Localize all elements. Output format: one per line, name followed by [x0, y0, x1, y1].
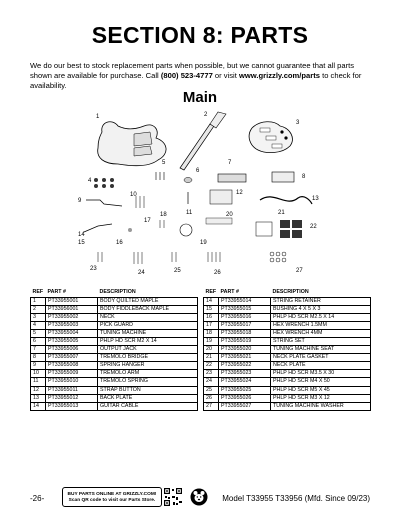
ref-cell: 10 — [31, 370, 46, 378]
table-row — [31, 394, 371, 402]
description-cell: TREMOLO SPRING — [98, 378, 198, 386]
callout-24: 24 — [138, 270, 145, 276]
callout-14: 14 — [78, 232, 85, 238]
table-row — [31, 329, 371, 337]
description-cell: PHLP HD SCR M3 X 12 — [271, 394, 371, 402]
guitar-body-illustration — [98, 122, 166, 166]
header-ref: REF — [31, 289, 46, 297]
washers-illustration — [270, 252, 286, 262]
parts-diagram-svg — [60, 104, 340, 280]
promo-line-1: BUY PARTS ONLINE AT GRIZZLY.COM! — [67, 492, 157, 497]
description-cell: TREMOLO BRIDGE — [98, 354, 198, 362]
table-row — [31, 297, 371, 305]
description-cell: STRING RETAINER — [271, 297, 371, 305]
parts-table-header — [31, 289, 371, 297]
part-number-cell: PT33955015 — [219, 305, 271, 313]
page-number: -26- — [30, 494, 45, 503]
intro-text-3: to check for availability. — [30, 71, 362, 90]
part-number-cell: PT33955026 — [219, 394, 271, 402]
header-description: DESCRIPTION — [271, 289, 371, 297]
ref-cell: 12 — [31, 386, 46, 394]
ref-cell: 5 — [31, 329, 46, 337]
description-cell: SPRING HANGER — [98, 362, 198, 370]
part-number-cell: PT33955001 — [46, 297, 98, 305]
pick-guard-illustration — [249, 122, 292, 153]
ref-cell: 20 — [204, 346, 219, 354]
ref-cell: 14 — [204, 297, 219, 305]
description-cell: HEX WRENCH 4MM — [271, 329, 371, 337]
part-number-cell: PT33955005 — [46, 337, 98, 345]
back-plate-illustration — [210, 190, 232, 204]
callout-6: 6 — [196, 168, 200, 174]
qr-code-icon[interactable] — [163, 487, 183, 507]
callout-18: 18 — [160, 212, 167, 218]
bear-logo-icon — [190, 488, 208, 506]
description-cell: BODY FIDDLEBACK MAPLE — [98, 305, 198, 313]
intro-text-2: or visit — [212, 71, 239, 80]
ref-cell: 13 — [31, 394, 46, 402]
table-row — [31, 354, 371, 362]
part-number-cell: PT33955013 — [46, 402, 98, 410]
part-number-cell: PT33955018 — [219, 329, 271, 337]
ref-cell: 19 — [204, 337, 219, 345]
parts-url-link[interactable]: www.grizzly.com/parts — [238, 71, 320, 80]
part-number-cell: PT33955002 — [46, 313, 98, 321]
ref-cell: 16 — [204, 313, 219, 321]
description-cell: OUTPUT JACK — [98, 346, 198, 354]
screws-5-illustration — [156, 172, 164, 180]
tuning-seat-illustration — [206, 218, 232, 224]
tremolo-springs-illustration — [136, 196, 144, 208]
table-row — [31, 362, 371, 370]
description-cell: NECK PLATE — [271, 362, 371, 370]
part-number-cell: PT33955004 — [46, 329, 98, 337]
description-cell: TREMOLO ARM — [98, 370, 198, 378]
header-part: PART # — [46, 289, 98, 297]
description-cell: BODY QUILTED MAPLE — [98, 297, 198, 305]
ref-cell: 3 — [31, 313, 46, 321]
ref-cell: 7 — [31, 346, 46, 354]
ref-cell: 23 — [204, 370, 219, 378]
description-cell: NECK PLATE GASKET — [271, 354, 371, 362]
callout-4: 4 — [88, 178, 92, 184]
ref-cell: 17 — [204, 321, 219, 329]
callout-25: 25 — [174, 268, 181, 274]
hex-wrench-illustration — [84, 224, 112, 232]
callout-21: 21 — [278, 210, 285, 216]
table-row — [31, 402, 371, 410]
table-row — [31, 346, 371, 354]
callout-12: 12 — [236, 190, 243, 196]
ref-cell: 6 — [31, 337, 46, 345]
callout-13: 13 — [312, 196, 319, 202]
part-number-cell: PT33956001 — [46, 305, 98, 313]
intro-text-1: We do our best to stock replacement parts when possible, but we cannot guarantee that all parts shown are available for purchase. Call — [30, 61, 355, 80]
part-number-cell: PT33955025 — [219, 386, 271, 394]
callout-5: 5 — [162, 160, 166, 166]
string-set-illustration — [180, 224, 192, 236]
ref-cell: 27 — [204, 402, 219, 410]
ref-cell: 24 — [204, 378, 219, 386]
output-jack-illustration — [184, 178, 192, 183]
description-cell: PICK GUARD — [98, 321, 198, 329]
ref-cell: 15 — [204, 305, 219, 313]
bushing-illustration — [128, 228, 132, 232]
part-number-cell: PT33955020 — [219, 346, 271, 354]
page-title: SECTION 8: PARTS — [91, 22, 309, 48]
ref-cell: 8 — [31, 354, 46, 362]
header-ref: REF — [204, 289, 219, 297]
callout-26: 26 — [214, 270, 221, 276]
description-cell: STRING SET — [271, 337, 371, 345]
parts-table — [30, 289, 371, 411]
table-row — [31, 321, 371, 329]
ref-cell: 4 — [31, 321, 46, 329]
table-row — [31, 386, 371, 394]
part-number-cell: PT33955012 — [46, 394, 98, 402]
callout-20: 20 — [226, 212, 233, 218]
ref-cell: 11 — [31, 378, 46, 386]
part-number-cell: PT33955014 — [219, 297, 271, 305]
description-cell: PHLP HD SCR M2 X 14 — [98, 337, 198, 345]
tremolo-arm-illustration — [86, 200, 122, 206]
neck-plates-illustration — [280, 220, 302, 238]
guitar-neck-illustration — [180, 112, 226, 170]
part-number-cell: PT33955023 — [219, 370, 271, 378]
part-number-cell: PT33955006 — [46, 346, 98, 354]
tuning-machines-illustration — [94, 178, 114, 188]
part-number-cell: PT33955011 — [46, 386, 98, 394]
callout-10: 10 — [130, 192, 137, 198]
callout-15: 15 — [78, 240, 85, 246]
header-part: PART # — [219, 289, 271, 297]
description-cell: PHLP HD SCR M2.5 X 14 — [271, 313, 371, 321]
callout-19: 19 — [200, 240, 207, 246]
description-cell: GUITAR CABLE — [98, 402, 198, 410]
description-cell: PHLP HD SCR M3.5 X 30 — [271, 370, 371, 378]
part-number-cell: PT33955003 — [46, 321, 98, 329]
tremolo-bridge-illustration — [218, 174, 246, 182]
callout-23: 23 — [90, 266, 97, 272]
ref-cell: 22 — [204, 362, 219, 370]
table-row — [31, 305, 371, 313]
description-cell: PHLP HD SCR M4 X 50 — [271, 378, 371, 386]
ref-cell: 21 — [204, 354, 219, 362]
ref-cell: 25 — [204, 386, 219, 394]
description-cell: BACK PLATE — [98, 394, 198, 402]
part-number-cell: PT33955017 — [219, 321, 271, 329]
description-cell: PHLP HD SCR M5 X 45 — [271, 386, 371, 394]
table-row — [31, 313, 371, 321]
header-description: DESCRIPTION — [98, 289, 198, 297]
intro-paragraph — [30, 61, 370, 91]
part-number-cell: PT33955019 — [219, 337, 271, 345]
screws-17-18-illustration — [160, 220, 164, 228]
callout-27: 27 — [296, 268, 303, 274]
table-row — [31, 370, 371, 378]
screws-row-illustration — [98, 252, 220, 264]
promo-line-2: Scan QR code to visit our Parts Store. — [68, 498, 156, 503]
callout-1: 1 — [96, 114, 100, 120]
part-number-cell: PT33955021 — [219, 354, 271, 362]
section-heading: Main — [182, 89, 218, 106]
callout-2: 2 — [204, 112, 208, 118]
guitar-cable-illustration — [260, 197, 312, 204]
part-number-cell: PT33955016 — [219, 313, 271, 321]
description-cell: TUNING MACHINE — [98, 329, 198, 337]
part-number-cell: PT33955024 — [219, 378, 271, 386]
ref-cell: 1 — [31, 297, 46, 305]
part-number-cell: PT33955007 — [46, 354, 98, 362]
callout-8: 8 — [302, 174, 306, 180]
ref-cell: 9 — [31, 362, 46, 370]
callout-16: 16 — [116, 240, 123, 246]
callout-17: 17 — [144, 218, 151, 224]
description-cell: STRAP BUTTON — [98, 386, 198, 394]
spring-hanger-illustration — [272, 172, 294, 182]
model-info: Model T33955 T33956 (Mfd. Since 09/23) — [222, 494, 370, 503]
callout-11: 11 — [186, 210, 193, 216]
table-row — [31, 378, 371, 386]
phone-number: (800) 523-4777 — [160, 71, 213, 80]
description-cell: NECK — [98, 313, 198, 321]
parts-promo-box[interactable] — [62, 487, 162, 507]
callout-3: 3 — [296, 120, 300, 126]
part-number-cell: PT33955009 — [46, 370, 98, 378]
ref-cell: 2 — [31, 305, 46, 313]
part-number-cell: PT33955022 — [219, 362, 271, 370]
part-number-cell: PT33955010 — [46, 378, 98, 386]
description-cell: TUNING MACHINE SEAT — [271, 346, 371, 354]
callout-7: 7 — [228, 160, 232, 166]
description-cell: HEX WRENCH 1.5MM — [271, 321, 371, 329]
part-number-cell: PT33955027 — [219, 402, 271, 410]
ref-cell: 14 — [31, 402, 46, 410]
table-row — [31, 337, 371, 345]
description-cell: TUNING MACHINE WASHER — [271, 402, 371, 410]
ref-cell: 26 — [204, 394, 219, 402]
callout-9: 9 — [78, 198, 82, 204]
neck-gasket-illustration — [256, 222, 272, 236]
exploded-parts-diagram — [60, 104, 340, 280]
callout-22: 22 — [310, 224, 317, 230]
ref-cell: 18 — [204, 329, 219, 337]
description-cell: BUSHING 4 X 5 X 3 — [271, 305, 371, 313]
part-number-cell: PT33955008 — [46, 362, 98, 370]
